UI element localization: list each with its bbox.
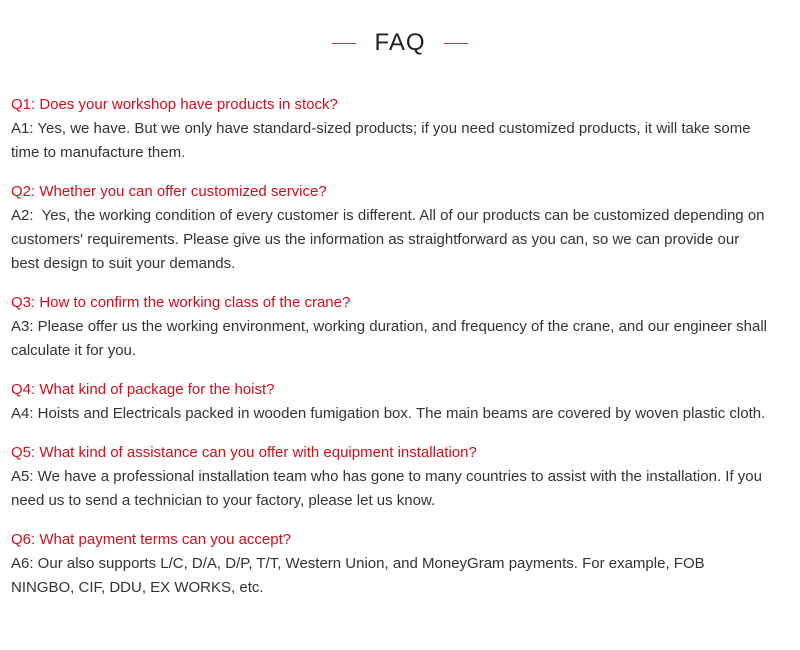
faq-list <box>11 93 771 615</box>
faq-question-3: Q3: How to confirm the working class of the crane? <box>11 294 351 311</box>
faq-answer-2: A2: Yes, the working condition of every customer is different. All of our products can be customized depending on customers' requirements. Please give us the information as straightforward as you can, so we can provide our best design to suit your demands. <box>11 207 769 272</box>
faq-question-2: Q2: Whether you can offer customized service? <box>11 183 327 200</box>
faq-item-6 <box>11 528 771 600</box>
faq-answer-1: A1: Yes, we have. But we only have standard-sized products; if you need customized products, it will take some time to manufacture them. <box>11 120 755 161</box>
faq-item-4 <box>11 378 771 426</box>
faq-answer-5: A5: We have a professional installation team who has gone to many countries to assist with the installation. If you need us to send a technician to your factory, please let us know. <box>11 468 767 509</box>
faq-header <box>0 24 800 62</box>
faq-question-4: Q4: What kind of package for the hoist? <box>11 381 275 398</box>
faq-answer-6: A6: Our also supports L/C, D/A, D/P, T/T, Western Union, and MoneyGram payments. For example, FOB NINGBO, CIF, DDU, EX WORKS, etc. <box>11 555 709 596</box>
title-decoration-right <box>444 43 468 44</box>
faq-item-1 <box>11 93 771 165</box>
faq-item-3 <box>11 291 771 363</box>
faq-answer-3: A3: Please offer us the working environment, working duration, and frequency of the crane, and our engineer shall calculate it for you. <box>11 318 772 359</box>
faq-question-5: Q5: What kind of assistance can you offer with equipment installation? <box>11 444 477 461</box>
faq-item-2 <box>11 180 771 276</box>
faq-item-5 <box>11 441 771 513</box>
faq-answer-4: A4: Hoists and Electricals packed in wooden fumigation box. The main beams are covered by woven plastic cloth. <box>11 405 766 422</box>
title-decoration-left <box>332 43 356 44</box>
page-title: FAQ <box>374 29 426 56</box>
faq-question-6: Q6: What payment terms can you accept? <box>11 531 292 548</box>
faq-question-1: Q1: Does your workshop have products in stock? <box>11 96 338 113</box>
